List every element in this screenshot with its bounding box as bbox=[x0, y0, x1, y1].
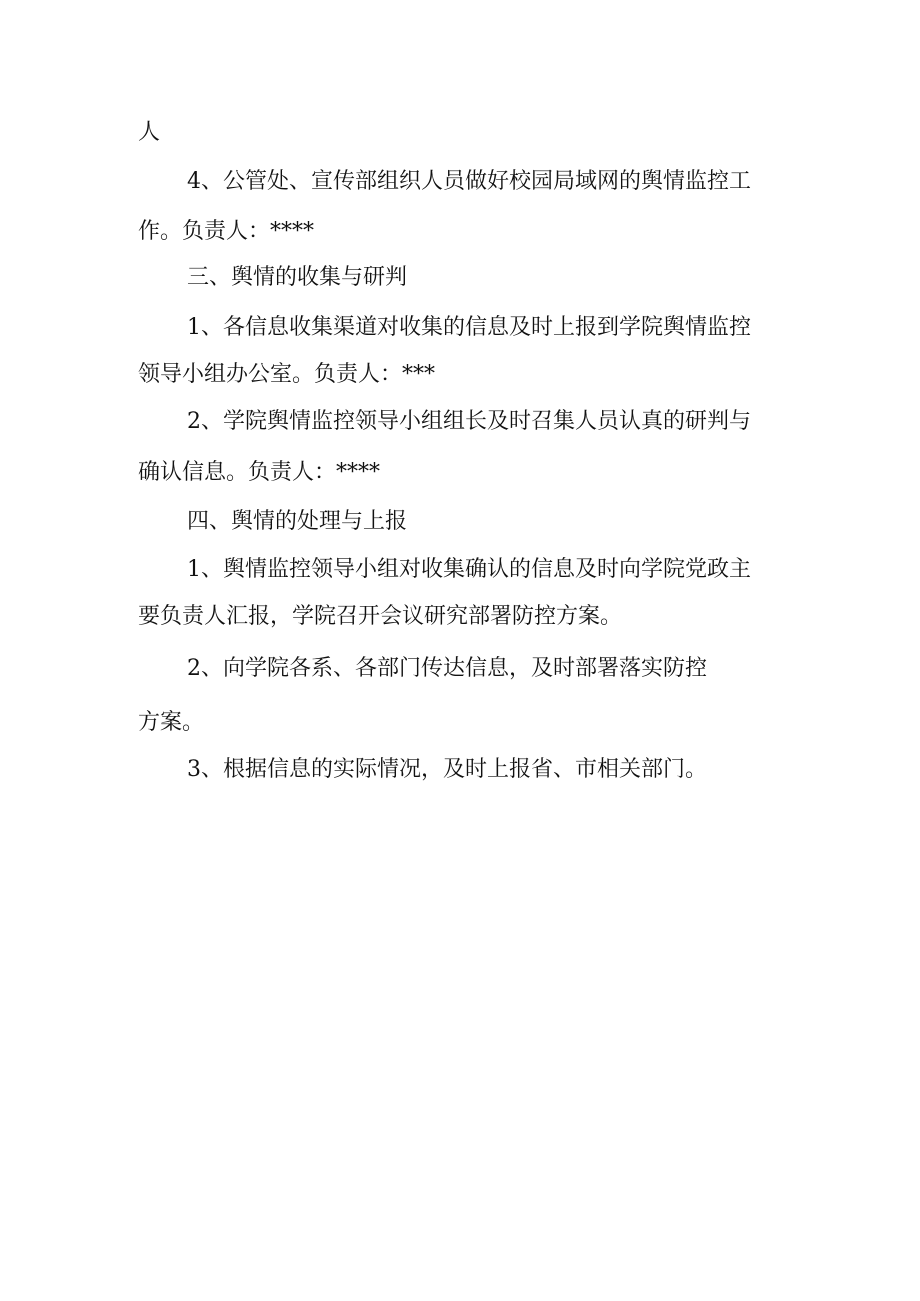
paragraph-line: 4、公管处、宣传部组织人员做好校园局域网的舆情监控工 bbox=[187, 169, 751, 194]
paragraph-line: 1、舆情监控领导小组对收集确认的信息及时向学院党政主 bbox=[187, 557, 751, 582]
paragraph-line: 要负责人汇报，学院召开会议研究部署防控方案。 bbox=[138, 604, 623, 629]
paragraph-line: 3、根据信息的实际情况，及时上报省、市相关部门。 bbox=[187, 757, 707, 782]
paragraph-line: 方案。 bbox=[138, 710, 205, 735]
paragraph-line: 确认信息。负责人：**** bbox=[138, 460, 381, 485]
section-heading: 四、舆情的处理与上报 bbox=[187, 509, 408, 534]
paragraph-line: 2、学院舆情监控领导小组组长及时召集人员认真的研判与 bbox=[187, 409, 751, 434]
paragraph-line: 1、各信息收集渠道对收集的信息及时上报到学院舆情监控 bbox=[187, 315, 751, 340]
paragraph-line: 作。负责人：**** bbox=[138, 219, 315, 244]
section-heading: 三、舆情的收集与研判 bbox=[187, 265, 408, 290]
paragraph-line: 2、向学院各系、各部门传达信息，及时部署落实防控 bbox=[187, 656, 707, 681]
paragraph-line: 领导小组办公室。负责人：*** bbox=[138, 362, 436, 387]
paragraph-line: 人 bbox=[138, 120, 161, 145]
